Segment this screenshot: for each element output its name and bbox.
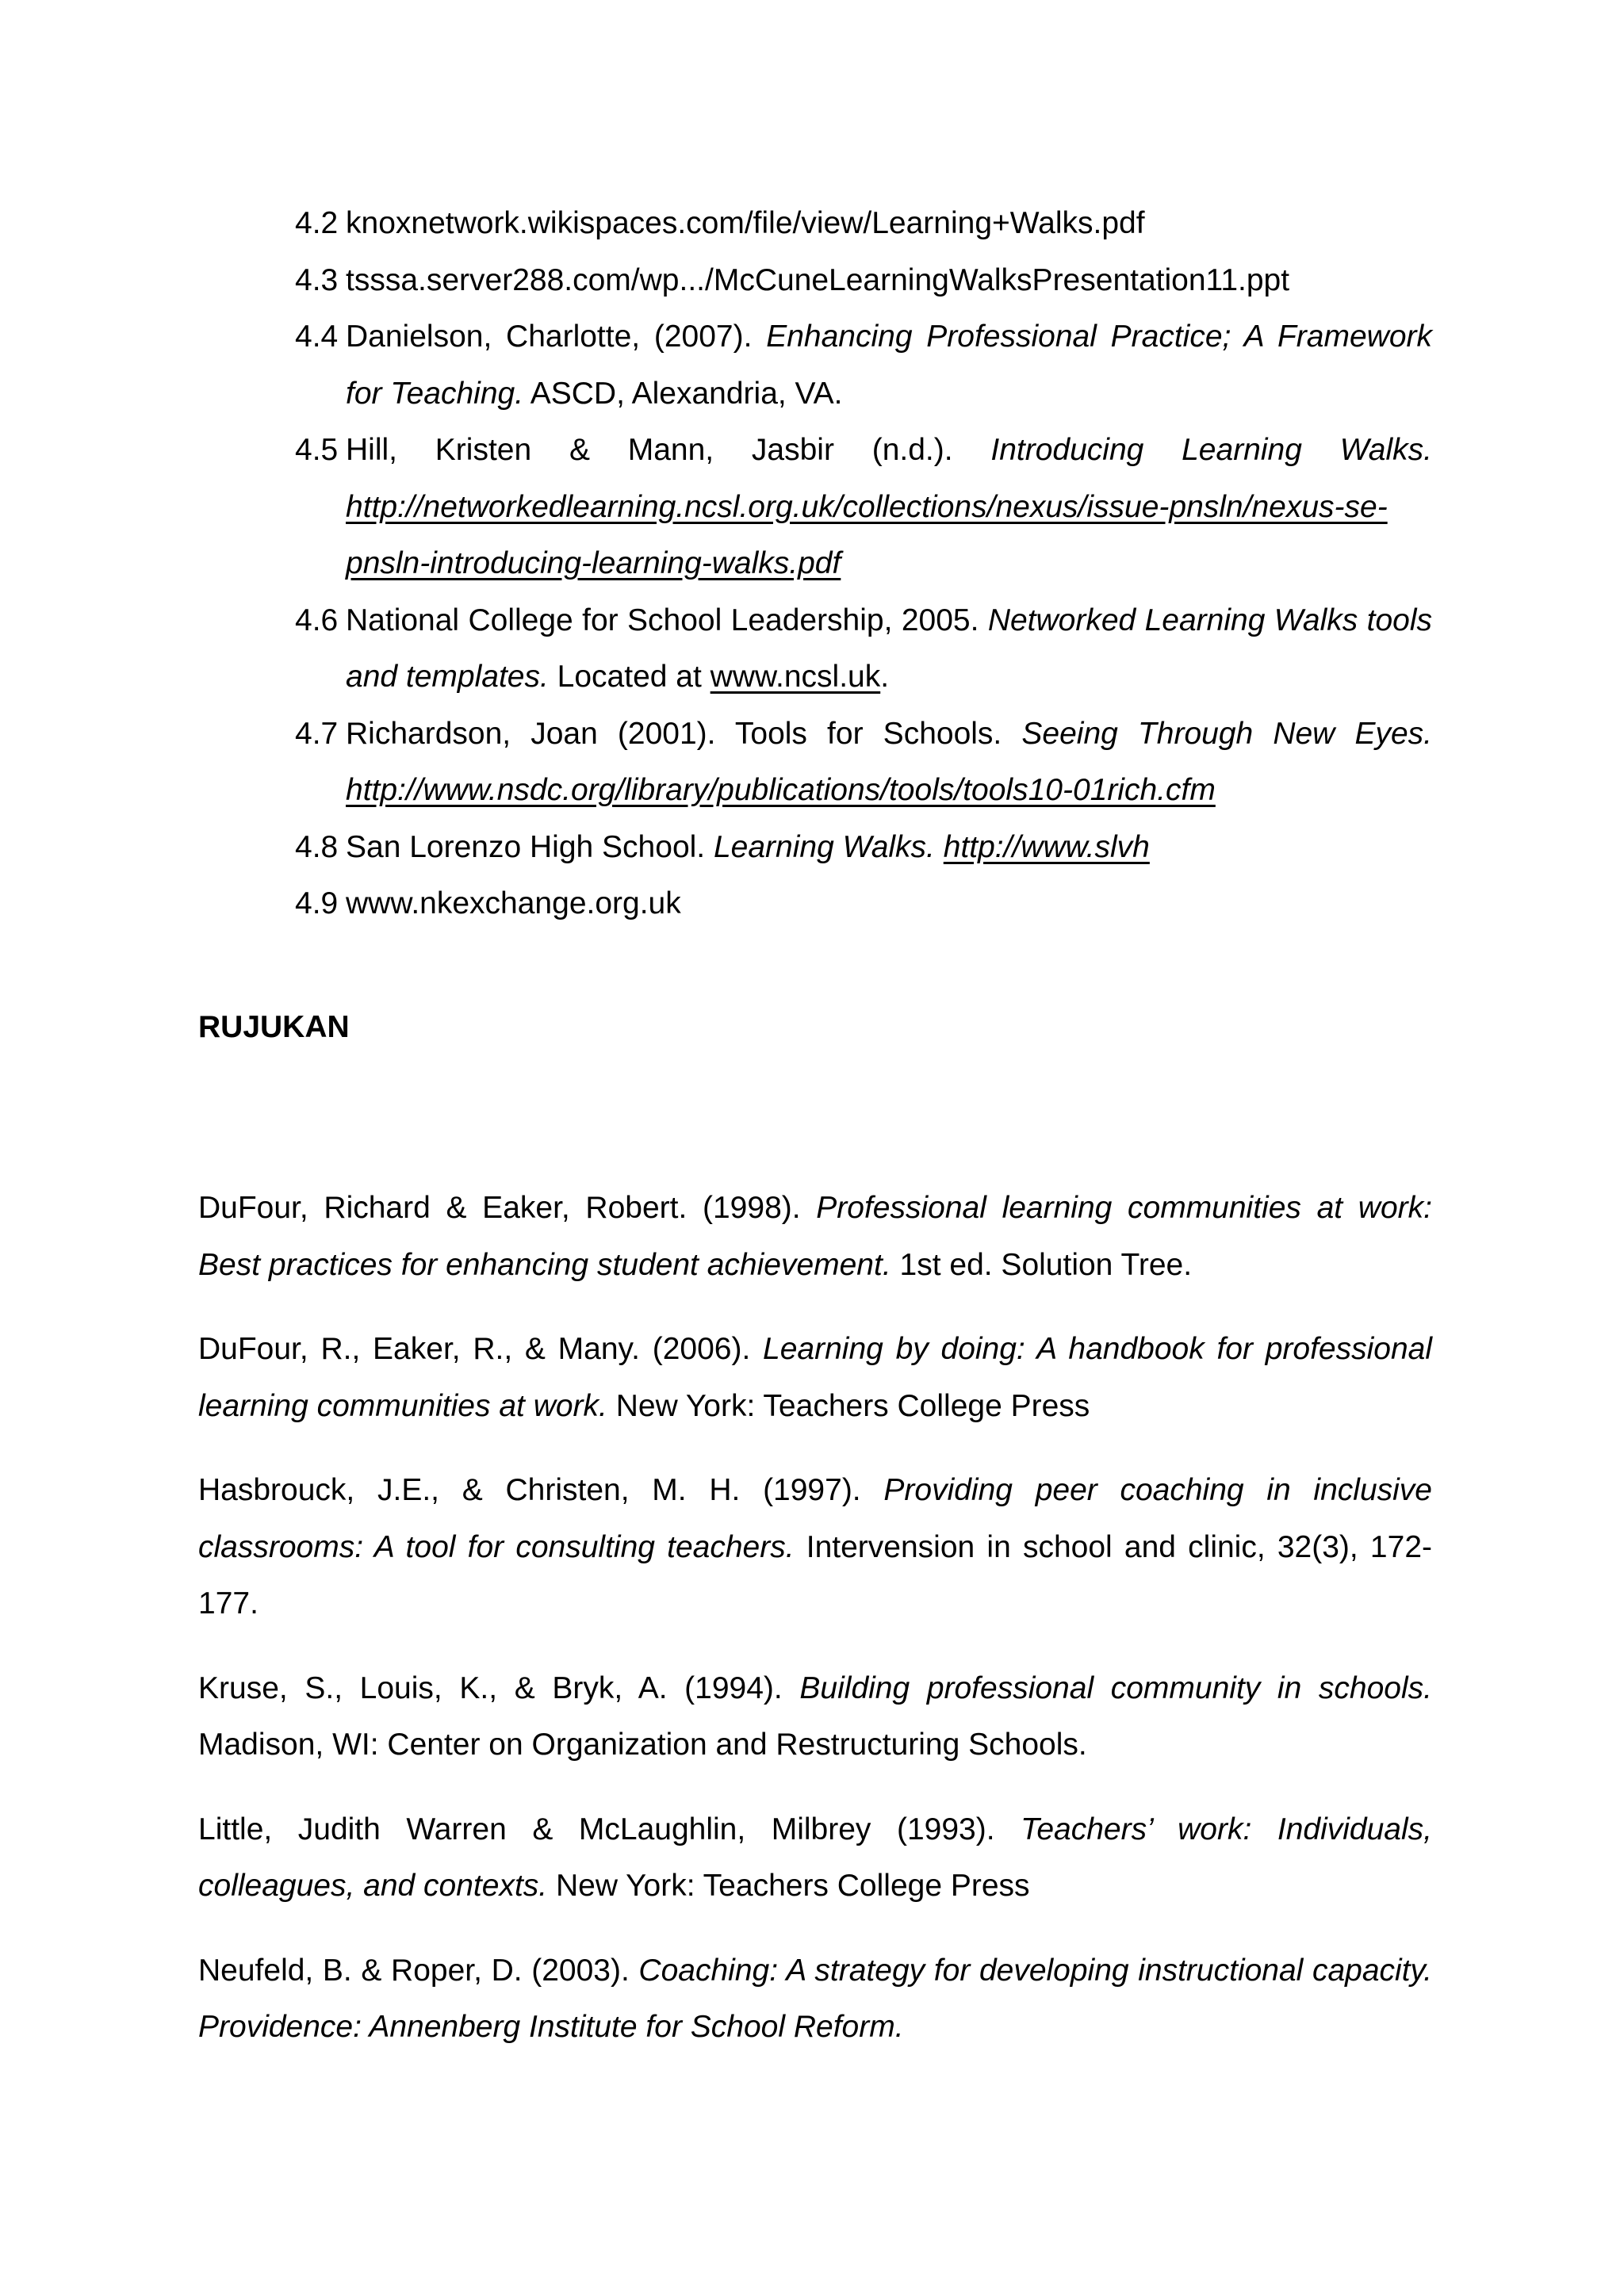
numbered-reference-list <box>295 195 1432 932</box>
reference-title: Enhancing Professional Practice; A Framework for Teaching. <box>346 320 1432 411</box>
bib-author: Hasbrouck, J.E., & Christen, M. H. (1997). <box>198 1473 884 1507</box>
reference-item <box>295 308 1432 422</box>
bibliography-entry <box>198 1801 1432 1915</box>
bibliography-entry <box>198 1462 1432 1632</box>
reference-period: . <box>880 660 890 694</box>
reference-author: Danielson, Charlotte, (2007). <box>346 320 767 354</box>
bib-publisher: New York: Teachers College Press <box>547 1869 1030 1903</box>
reference-text: knoxnetwork.wikispaces.com/file/view/Learning+Walks.pdf <box>346 206 1145 240</box>
bib-title: Learning by doing: A handbook for professional learning communities at work. <box>198 1332 1432 1423</box>
bib-title: Coaching: A strategy for developing instructional capacity. Providence: Annenberg Institute for School Reform. <box>198 1953 1432 2044</box>
bib-publisher: Intervension in school and clinic, 32(3), 172-177. <box>198 1529 1432 1621</box>
reference-title: Networked Learning Walks tools and templates. <box>346 603 1432 694</box>
bib-author: DuFour, R., Eaker, R., & Many. (2006). <box>198 1332 764 1366</box>
reference-item <box>295 706 1432 819</box>
reference-text <box>346 422 1432 592</box>
reference-item <box>295 195 1432 252</box>
reference-number: 4.8 <box>295 829 339 864</box>
reference-item <box>295 819 1432 876</box>
reference-text <box>346 706 1432 819</box>
bib-publisher: Madison, WI: Center on Organization and Restructuring Schools. <box>198 1728 1087 1762</box>
reference-text <box>346 308 1432 422</box>
bib-publisher: 1st ed. Solution Tree. <box>891 1247 1193 1282</box>
bib-title: Building professional community in schools. <box>799 1670 1432 1705</box>
reference-number: 4.2 <box>295 206 339 240</box>
reference-author: National College for School Leadership, 2005. <box>346 603 988 637</box>
reference-link[interactable]: http://www.nsdc.org/library/publications/tools/tools10-01rich.cfm <box>346 773 1216 807</box>
reference-text <box>346 592 1432 706</box>
reference-number: 4.9 <box>295 886 339 920</box>
reference-author: Hill, Kristen & Mann, Jasbir (n.d.). <box>346 433 991 467</box>
reference-author: San Lorenzo High School. <box>346 829 714 864</box>
reference-item <box>295 875 1432 932</box>
bib-title: Professional learning communities at work: Best practices for enhancing student achievement. <box>198 1191 1432 1282</box>
reference-publisher: ASCD, Alexandria, VA. <box>523 376 843 411</box>
reference-title: Learning Walks. <box>713 829 935 864</box>
bibliography-list <box>198 1180 1432 2084</box>
bibliography-entry <box>198 1321 1432 1434</box>
reference-number: 4.6 <box>295 603 339 637</box>
reference-title: Seeing Through New Eyes. <box>1021 716 1432 751</box>
section-heading: RUJUKAN <box>198 1010 350 1044</box>
reference-number: 4.4 <box>295 320 339 354</box>
reference-number: 4.7 <box>295 716 339 751</box>
reference-number: 4.3 <box>295 262 339 297</box>
bib-author: Kruse, S., Louis, K., & Bryk, A. (1994). <box>198 1670 800 1705</box>
reference-text <box>346 819 1432 876</box>
bib-author: Neufeld, B. & Roper, D. (2003). <box>198 1953 639 1988</box>
bib-author: Little, Judith Warren & McLaughlin, Milbrey (1993). <box>198 1812 1021 1846</box>
reference-number: 4.5 <box>295 433 339 467</box>
reference-link[interactable]: http://www.slvh <box>943 829 1150 864</box>
reference-item <box>295 252 1432 309</box>
reference-item <box>295 592 1432 706</box>
bibliography-entry <box>198 1660 1432 1774</box>
reference-item <box>295 422 1432 592</box>
reference-location-label: Located at <box>548 660 710 694</box>
reference-title: Introducing Learning Walks. <box>990 433 1432 467</box>
bibliography-entry <box>198 1180 1432 1293</box>
reference-author: Richardson, Joan (2001). Tools for Schools. <box>346 716 1022 751</box>
reference-link[interactable]: http://networkedlearning.ncsl.org.uk/collections/nexus/issue-pnsln/nexus-se-pnsln-introducing-learning-walks.pdf <box>346 489 1388 580</box>
bibliography-entry <box>198 1942 1432 2056</box>
reference-text: www.nkexchange.org.uk <box>346 886 681 920</box>
reference-text: tsssa.server288.com/wp.../McCuneLearningWalksPresentation11.ppt <box>346 262 1290 297</box>
bib-title: Providing peer coaching in inclusive classrooms: A tool for consulting teachers. <box>198 1473 1432 1564</box>
reference-link[interactable]: www.ncsl.uk <box>710 660 881 694</box>
bib-title: Teachers’ work: Individuals, colleagues, and contexts. <box>198 1812 1432 1903</box>
bib-author: DuFour, Richard & Eaker, Robert. (1998). <box>198 1191 817 1225</box>
bib-publisher: New York: Teachers College Press <box>607 1388 1090 1423</box>
